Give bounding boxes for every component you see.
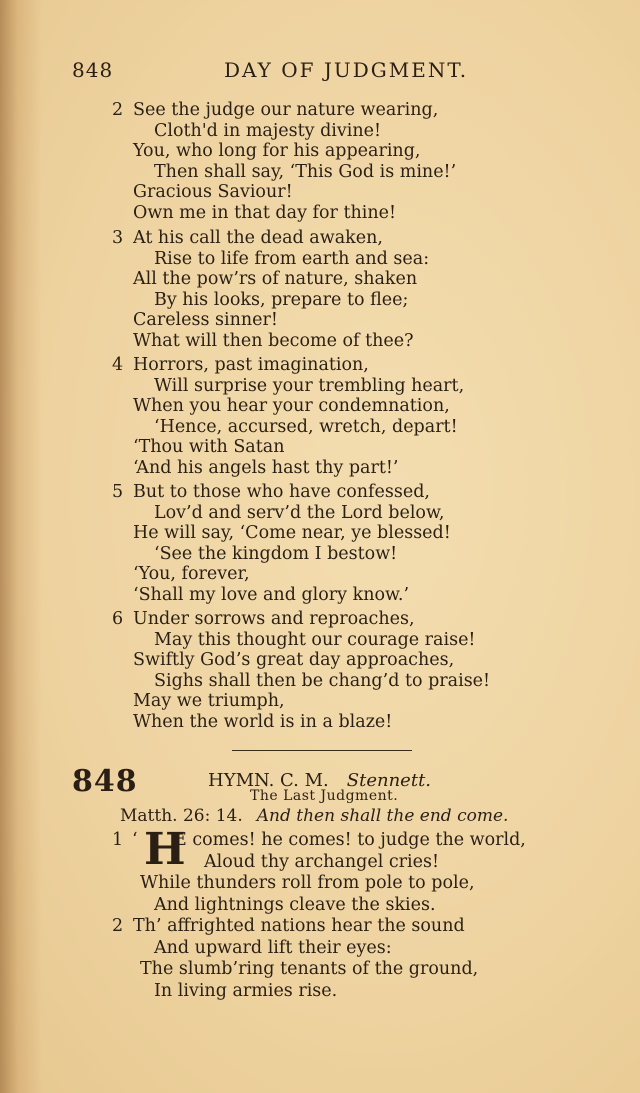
scripture-quote: And then shall the end come. bbox=[256, 806, 509, 826]
stanza-line: Sighs shall then be chang’d to praise! bbox=[154, 670, 491, 691]
stanza-line: May this thought our courage raise! bbox=[154, 629, 476, 650]
stanza-line: ‘And his angels hast thy part!’ bbox=[133, 457, 399, 478]
stanza-line: ‘You, forever, bbox=[133, 564, 250, 584]
scripture-citation: Matth. 26: 14. bbox=[120, 806, 243, 826]
stanza-line: Then shall say, ‘This God is mine!’ bbox=[154, 161, 457, 182]
stanza-line: When you hear your condemnation, bbox=[133, 396, 450, 416]
stanza-line: 4 Horrors, past imagination, bbox=[112, 355, 369, 375]
stanza-number: 4 bbox=[112, 355, 124, 375]
stanza-line: All the pow’rs of nature, shaken bbox=[133, 269, 418, 289]
stanza-line: When the world is in a blaze! bbox=[133, 711, 393, 732]
stanza-2 bbox=[112, 100, 582, 223]
stanza-line: 3 At his call the dead awaken, bbox=[112, 228, 383, 248]
stanza-number: 5 bbox=[112, 482, 124, 502]
stanza-line: Rise to life from earth and sea: bbox=[154, 248, 430, 269]
section-divider bbox=[232, 750, 412, 751]
hymn-number: 848 bbox=[72, 764, 138, 799]
stanza-line: Swiftly God’s great day approaches, bbox=[133, 650, 455, 670]
verse-line: Aloud thy archangel cries! bbox=[204, 851, 439, 872]
stanza-line: Lov’d and serv’d the Lord below, bbox=[154, 502, 445, 523]
stanza-line: Gracious Saviour! bbox=[133, 182, 293, 202]
verse-line: And lightnings cleave the skies. bbox=[154, 894, 436, 915]
hymn-label: HYMN. C. M. bbox=[208, 770, 329, 791]
stanza-line: Own me in that day for thine! bbox=[133, 202, 397, 223]
stanza-line: Will surprise your trembling heart, bbox=[154, 375, 465, 396]
running-head: DAY OF JUDGMENT. bbox=[224, 58, 469, 82]
stanza-line: Cloth'd in majesty divine! bbox=[154, 120, 382, 141]
stanza-4 bbox=[112, 355, 582, 478]
stanza-6 bbox=[112, 609, 582, 732]
hymn-verse-1 bbox=[112, 824, 582, 916]
open-quote: ‘ bbox=[132, 830, 138, 850]
verse-line: In living armies rise. bbox=[154, 980, 338, 1001]
stanza-line: By his looks, prepare to flee; bbox=[154, 289, 409, 310]
stanza-line: ‘See the kingdom I bestow! bbox=[154, 543, 398, 564]
stanza-line: ‘Thou with Satan bbox=[133, 437, 285, 457]
stanza-line: He will say, ‘Come near, ye blessed! bbox=[133, 523, 451, 543]
stanza-number: 3 bbox=[112, 228, 124, 248]
page-number: 848 bbox=[72, 58, 114, 82]
stanza-line: Careless sinner! bbox=[133, 310, 278, 330]
verse-line: And upward lift their eyes: bbox=[154, 937, 392, 958]
stanza-line: 2 See the judge our nature wearing, bbox=[112, 100, 439, 120]
page-header bbox=[72, 58, 592, 88]
hymn-subtitle: The Last Judgment. bbox=[250, 788, 399, 804]
scripture-reference bbox=[120, 806, 508, 826]
stanza-line: 6 Under sorrows and reproaches, bbox=[112, 609, 415, 629]
stanza-line: What will then become of thee? bbox=[133, 330, 414, 351]
stanza-number: 6 bbox=[112, 609, 124, 629]
stanza-5 bbox=[112, 482, 582, 605]
stanza-line: You, who long for his appearing, bbox=[133, 141, 421, 161]
verse-number: 1 bbox=[112, 830, 124, 850]
stanza-line: May we triumph, bbox=[133, 691, 285, 711]
verse-line: 2 Th’ affrighted nations hear the sound bbox=[112, 916, 465, 936]
stanza-line: 5 But to those who have confessed, bbox=[112, 482, 430, 502]
hymn-author: Stennett. bbox=[346, 770, 432, 791]
hymn-verse-2 bbox=[112, 916, 582, 1002]
verse-number: 2 bbox=[112, 916, 124, 936]
stanza-3 bbox=[112, 228, 582, 351]
verse-line: The slumb’ring tenants of the ground, bbox=[140, 959, 479, 979]
stanza-line: ‘Shall my love and glory know.’ bbox=[133, 584, 410, 605]
verse-line: E comes! he comes! to judge the world, bbox=[174, 830, 526, 850]
stanza-number: 2 bbox=[112, 100, 124, 120]
drop-cap: H bbox=[144, 824, 186, 875]
verse-line: While thunders roll from pole to pole, bbox=[140, 873, 475, 893]
stanza-line: ‘Hence, accursed, wretch, depart! bbox=[154, 416, 458, 437]
